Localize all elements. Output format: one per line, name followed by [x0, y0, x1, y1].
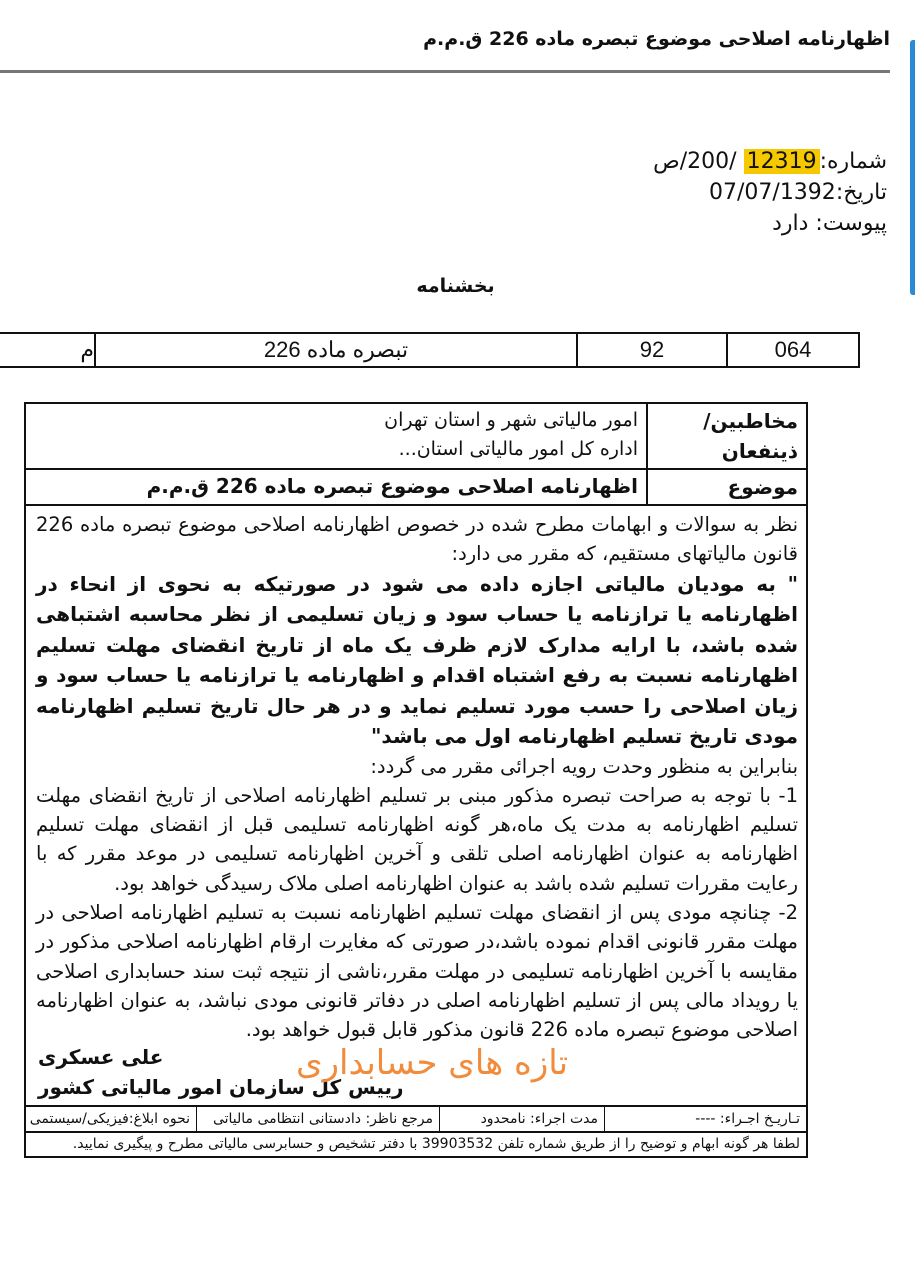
- attachment-label: پیوست:: [815, 211, 887, 236]
- letter-meta: [653, 146, 887, 239]
- letter-number: [653, 146, 887, 177]
- number-highlight: 12319: [744, 149, 820, 174]
- code-cell-category: 064: [726, 334, 858, 366]
- circular-title: [0, 275, 915, 297]
- header-divider: [0, 70, 890, 73]
- recipients-label: مخاطبین/ ذینفعان: [646, 404, 806, 468]
- circular-title-text: بخشنامه: [416, 275, 495, 297]
- footer-note: لطفا هر گونه ابهام و توضیح را از طریق شماره تلفن 39903532 با دفتر تشخیص و حسابرسی مالیاتی مطرح و پیگیری نمایید.: [72, 1135, 800, 1152]
- recipients-row: [26, 404, 806, 470]
- number-rest: /200/ص: [653, 149, 744, 174]
- subject-row: [26, 470, 806, 506]
- signer-name: علی عسکری: [38, 1044, 164, 1069]
- intro-paragraph: نظر به سوالات و ابهامات مطرح شده در خصوص اظهارنامه اصلاحی موضوع تبصره ماده 226 قانون مالیاتهای مستقیم، که مقرر می دارد:: [36, 513, 798, 566]
- signature-area: [26, 1042, 806, 1105]
- date-label: تاریخ:: [835, 180, 887, 205]
- letter-date: [653, 177, 887, 208]
- subject-value: اظهارنامه اصلاحی موضوع تبصره ماده 226 ق.م.م: [146, 474, 638, 498]
- law-quote: " به مودیان مالیاتی اجازه داده می شود در صورتیکه به نحوی از انحاء در اظهارنامه یا ترازنامه یا حساب سود و زیان تسلیمی از نظر محاسبه اشتباهی شده باشد، با ارایه مدارک لازم ظرف یک ماه از تاریخ انقضای مهلت تسلیم اظهارنامه نسبت به رفع اشتباه اقدام و اظهارنامه یا ترازنامه یا حساب سود و زیان اصلاحی را حسب مورد تسلیم نماید و در هر حال تاریخ تسلیم اظهارنامه مودی تاریخ تسلیم اظهارنامه اول می باشد": [36, 571, 798, 749]
- execution-period: مدت اجراء: نامحدود: [439, 1107, 604, 1131]
- date-value: 07/07/1392: [709, 180, 836, 205]
- clause-2: 2- چنانچه مودی پس از انقضای مهلت تسلیم اظهارنامه نسبت به تسلیم اظهارنامه اصلاحی در مهلت مقرر قانونی اقدام نموده باشد،در صورتی که مغایرت ارقام اظهارنامه اصلاحی مذکور در مقایسه با آخرین اظهارنامه تسلیمی در مهلت مقرر،ناشی از نتیجه ثبت سند حسابداری اصلاحی یا رویداد مالی پس از تسلیم اظهارنامه اصلی در دفاتر قانونی مودی نباشد، به عنوان اظهارنامه اصلاحی موضوع تبصره ماده 226 قانون مذکور قابل قبول خواهد بود.: [36, 901, 798, 1042]
- clause-1: 1- با توجه به صراحت تبصره مذکور مبنی بر تسلیم اظهارنامه اصلاحی از تاریخ انقضای مهلت تسلیم اظهارنامه به مدت یک ماه،هر گونه اظهارنامه تسلیمی قبل از انقضای مهلت تسلیم اظهارنامه به عنوان اظهارنامه اصلی تلقی و آخرین اظهارنامه تسلیمی در موعد مقرر که با رعایت مقررات تسلیم شده باشد به عنوان اظهارنامه اصلی ملاک رسیدگی خواهد بود.: [36, 783, 798, 895]
- recipients-value: [26, 404, 646, 468]
- notification-method: نحوه ابلاغ:فیزیکی/سیستمی: [29, 1110, 190, 1127]
- number-label: شماره:: [819, 149, 887, 174]
- code-table: [0, 332, 860, 368]
- scrollbar-indicator[interactable]: [910, 40, 915, 295]
- code-cell-year: 92: [576, 334, 726, 366]
- body-text: [26, 506, 806, 1045]
- execution-date: تـاریـخ اجـراء: ----: [604, 1107, 806, 1131]
- supervisor-authority: مرجع ناظر: دادستانی انتظامی مالیاتی: [196, 1107, 439, 1131]
- document-header-title: اظهارنامه اصلاحی موضوع تبصره ماده 226 ق.م.م: [423, 28, 890, 50]
- footer-info-row: [26, 1105, 806, 1133]
- therefore-paragraph: بنابراین به منظور وحدت رویه اجرائی مقرر می گردد:: [370, 754, 798, 778]
- attachment-value: دارد: [772, 211, 816, 236]
- signer-title: رییس کل سازمان امور مالیاتی کشور: [38, 1074, 404, 1099]
- code-cell-topic: تبصره ماده 226: [94, 334, 576, 366]
- recipient-line: امور مالیاتی شهر و استان تهران: [384, 409, 638, 431]
- letter-attachment: [653, 208, 887, 239]
- subject-label: موضوع: [646, 470, 806, 504]
- code-cell-extra: م: [80, 337, 94, 362]
- watermark-text: تازه های حسابداری: [296, 1042, 569, 1083]
- circular-body-box: [24, 402, 808, 1158]
- recipient-line: اداره کل امور مالیاتی استان...: [398, 438, 638, 460]
